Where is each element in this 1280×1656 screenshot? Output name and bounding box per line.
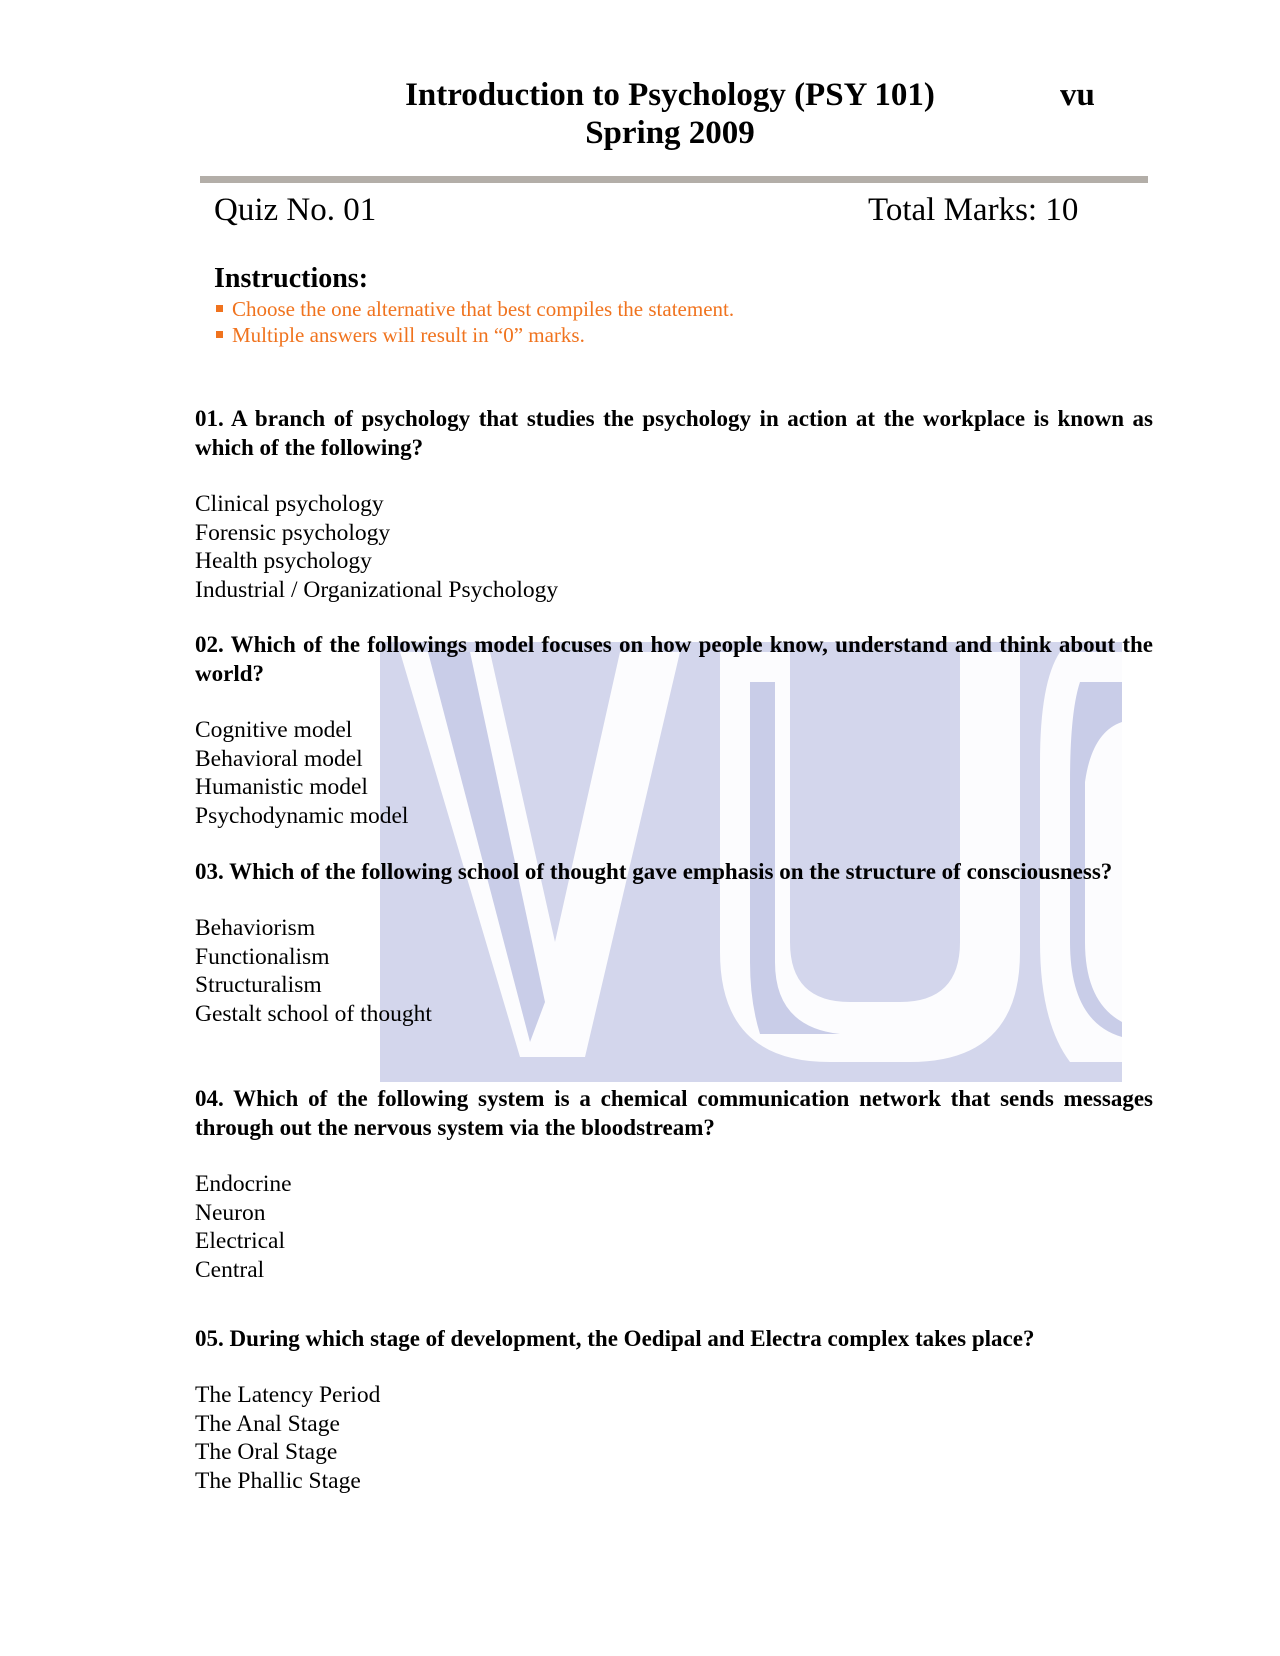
question-text: 01. A branch of psychology that studies the psychology in action at the workplace is known as which of the following? xyxy=(195,406,1153,460)
answer-option[interactable]: Electrical xyxy=(195,1228,286,1255)
question-3 xyxy=(195,857,1153,1028)
instructions-heading: Instructions: xyxy=(214,263,369,294)
answer-option[interactable]: Industrial / Organizational Psychology xyxy=(195,576,559,603)
question-5 xyxy=(195,1324,1153,1495)
question-4 xyxy=(195,1084,1153,1284)
question-1 xyxy=(195,404,1153,604)
answer-option[interactable]: Humanistic model xyxy=(195,774,368,801)
answer-option[interactable]: Neuron xyxy=(195,1199,266,1226)
answer-option[interactable]: Structuralism xyxy=(195,972,322,999)
answer-option[interactable]: Health psychology xyxy=(195,548,372,575)
answer-option[interactable]: Cognitive model xyxy=(195,717,353,743)
answer-option[interactable]: The Latency Period xyxy=(195,1382,381,1408)
answer-option[interactable]: Clinical psychology xyxy=(195,491,384,517)
options-list xyxy=(195,1381,1153,1495)
options-list xyxy=(195,716,1153,830)
answer-option[interactable]: Behavioral model xyxy=(195,745,363,772)
options-list xyxy=(195,490,1153,604)
total-marks: Total Marks: 10 xyxy=(868,192,1079,228)
answer-option[interactable]: Endocrine xyxy=(195,1171,292,1197)
options-list xyxy=(195,914,1153,1028)
quiz-number: Quiz No. 01 xyxy=(214,192,377,228)
square-bullet-icon xyxy=(216,331,223,338)
course-title: Introduction to Psychology (PSY 101) xyxy=(405,77,935,113)
instructions-list xyxy=(214,296,734,348)
answer-option[interactable]: Gestalt school of thought xyxy=(195,1000,432,1027)
answer-option[interactable]: The Oral Stage xyxy=(195,1439,338,1466)
answer-option[interactable]: Functionalism xyxy=(195,943,330,970)
instruction-item xyxy=(214,322,734,348)
instruction-item xyxy=(214,296,734,322)
options-list xyxy=(195,1170,1153,1284)
instruction-text: Choose the one alternative that best compiles the statement. xyxy=(232,297,735,321)
question-text: 04. Which of the following system is a chemical communication network that sends messages through out the nervous system via the bloodstream? xyxy=(195,1086,1153,1140)
answer-option[interactable]: Behaviorism xyxy=(195,915,316,941)
question-text: 02. Which of the followings model focuses on how people know, understand and think about the world? xyxy=(195,632,1153,686)
question-text: 05. During which stage of development, the Oedipal and Electra complex takes place? xyxy=(195,1326,1035,1351)
answer-option[interactable]: Psychodynamic model xyxy=(195,802,409,829)
question-text: 03. Which of the following school of thought gave emphasis on the structure of consciousness? xyxy=(195,859,1113,884)
institution-mark: vu xyxy=(1060,77,1095,113)
header-divider xyxy=(200,176,1148,183)
question-2 xyxy=(195,630,1153,830)
semester-title: Spring 2009 xyxy=(585,115,755,151)
square-bullet-icon xyxy=(216,305,223,312)
answer-option[interactable]: Forensic psychology xyxy=(195,519,391,546)
answer-option[interactable]: The Anal Stage xyxy=(195,1410,340,1437)
answer-option[interactable]: Central xyxy=(195,1256,265,1283)
answer-option[interactable]: The Phallic Stage xyxy=(195,1467,361,1494)
instruction-text: Multiple answers will result in “0” marks. xyxy=(232,323,585,347)
